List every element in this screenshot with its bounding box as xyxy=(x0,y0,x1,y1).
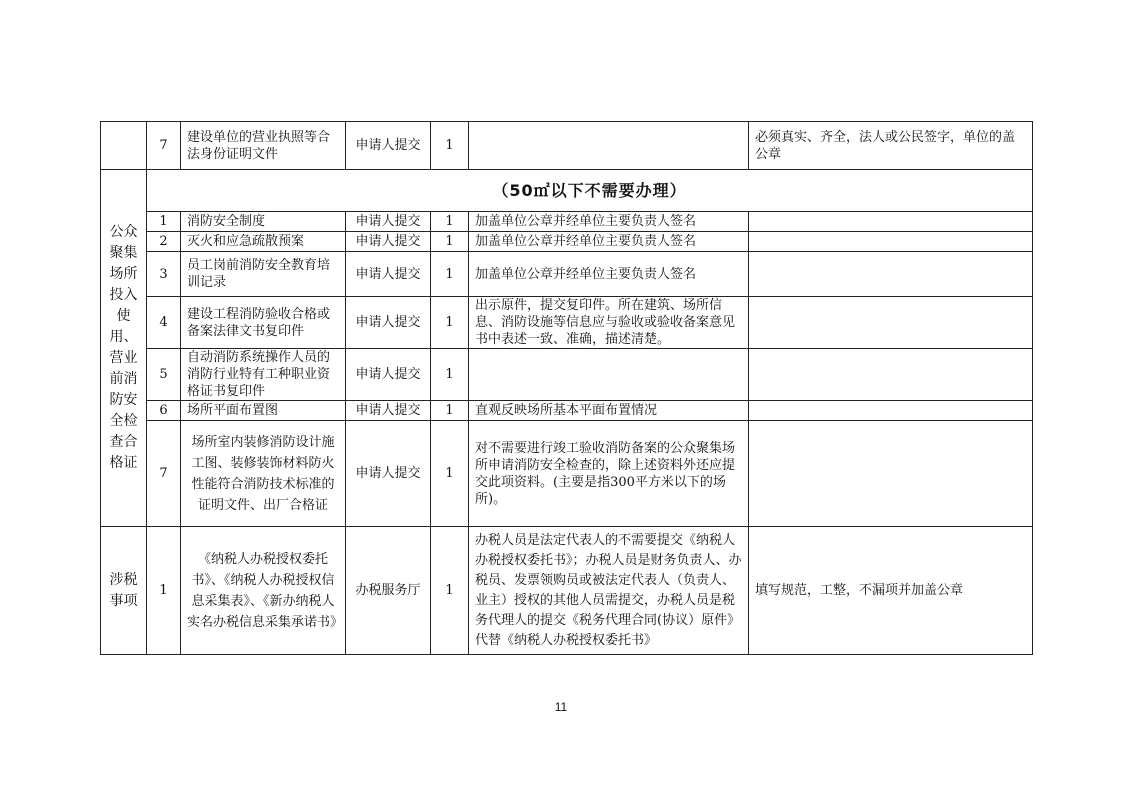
source-cell: 申请人提交 xyxy=(346,421,431,527)
source-cell: 申请人提交 xyxy=(346,349,431,401)
requirement-cell xyxy=(469,122,749,170)
row-index: 4 xyxy=(147,297,181,349)
copies-cell: 1 xyxy=(431,252,469,297)
row-index: 1 xyxy=(147,527,181,655)
table-row xyxy=(101,527,1033,655)
requirement-cell: 直观反映场所基本平面布置情况 xyxy=(469,401,749,421)
section-banner: （50㎡以下不需要办理） xyxy=(147,170,1033,212)
copies-cell: 1 xyxy=(431,421,469,527)
requirement-cell: 加盖单位公章并经单位主要负责人签名 xyxy=(469,212,749,232)
remark-cell xyxy=(749,421,1033,527)
copies-cell: 1 xyxy=(431,232,469,252)
material-cell: 员工岗前消防安全教育培训记录 xyxy=(181,252,346,297)
remark-cell xyxy=(749,232,1033,252)
source-cell: 申请人提交 xyxy=(346,232,431,252)
category-label: 公众聚集场所投入使用、营业前消防安全检查合格证 xyxy=(109,224,138,471)
requirement-cell: 加盖单位公章并经单位主要负责人签名 xyxy=(469,232,749,252)
category-cell-public xyxy=(101,170,147,527)
row-index: 5 xyxy=(147,349,181,401)
requirement-cell: 出示原件，提交复印件。所在建筑、场所信息、消防设施等信息应与验收或验收备案意见书中表述一致、准确，描述清楚。 xyxy=(469,297,749,349)
source-cell: 申请人提交 xyxy=(346,122,431,170)
remark-cell xyxy=(749,401,1033,421)
table-row xyxy=(101,349,1033,401)
source-cell: 申请人提交 xyxy=(346,401,431,421)
remark-cell xyxy=(749,349,1033,401)
material-cell: 建设工程消防验收合格或备案法律文书复印件 xyxy=(181,297,346,349)
row-index: 6 xyxy=(147,401,181,421)
material-cell: 灭火和应急疏散预案 xyxy=(181,232,346,252)
copies-cell: 1 xyxy=(431,212,469,232)
requirement-cell: 对不需要进行竣工验收消防备案的公众聚集场所申请消防安全检查的，除上述资料外还应提交此项资料。(主要是指300平方米以下的场所)。 xyxy=(469,421,749,527)
row-index: 1 xyxy=(147,212,181,232)
material-cell: 消防安全制度 xyxy=(181,212,346,232)
remark-cell xyxy=(749,212,1033,232)
category-cell-empty xyxy=(101,122,147,170)
source-cell: 申请人提交 xyxy=(346,297,431,349)
copies-cell: 1 xyxy=(431,527,469,655)
material-cell: 《纳税人办税授权委托书》、《纳税人办税授权信息采集表》、《新办纳税人实名办税信息采集承诺书》 xyxy=(181,527,346,655)
table-row xyxy=(101,122,1033,170)
category-cell-tax xyxy=(101,527,147,655)
requirements-table xyxy=(100,121,1033,655)
source-cell: 申请人提交 xyxy=(346,212,431,232)
copies-cell: 1 xyxy=(431,122,469,170)
row-index: 7 xyxy=(147,421,181,527)
source-cell: 办税服务厅 xyxy=(346,527,431,655)
table-row xyxy=(101,421,1033,527)
remark-cell xyxy=(749,297,1033,349)
material-cell: 场所室内装修消防设计施工图、装修装饰材料防火性能符合消防技术标准的证明文件、出厂合格证 xyxy=(181,421,346,527)
table-row xyxy=(101,297,1033,349)
row-index: 7 xyxy=(147,122,181,170)
category-label: 涉税事项 xyxy=(109,571,138,609)
material-cell: 场所平面布置图 xyxy=(181,401,346,421)
requirement-cell: 办税人员是法定代表人的不需要提交《纳税人办税授权委托书》；办税人员是财务负责人、办税员、发票领购员或被法定代表人（负责人、业主）授权的其他人员需提交，办税人员是税务代理人的提交《税务代理合同(协议）原件》代替《纳税人办税授权委托书》 xyxy=(469,527,749,655)
row-index: 3 xyxy=(147,252,181,297)
table-row xyxy=(101,232,1033,252)
material-cell: 自动消防系统操作人员的消防行业特有工种职业资格证书复印件 xyxy=(181,349,346,401)
row-index: 2 xyxy=(147,232,181,252)
requirement-cell: 加盖单位公章并经单位主要负责人签名 xyxy=(469,252,749,297)
remark-cell: 必须真实、齐全，法人或公民签字，单位的盖公章 xyxy=(749,122,1033,170)
remark-cell: 填写规范，工整，不漏项并加盖公章 xyxy=(749,527,1033,655)
table-row xyxy=(101,401,1033,421)
source-cell: 申请人提交 xyxy=(346,252,431,297)
material-cell: 建设单位的营业执照等合法身份证明文件 xyxy=(181,122,346,170)
page-number: 11 xyxy=(554,700,568,714)
section-banner-row xyxy=(101,170,1033,212)
copies-cell: 1 xyxy=(431,349,469,401)
requirement-cell xyxy=(469,349,749,401)
remark-cell xyxy=(749,252,1033,297)
table-row xyxy=(101,252,1033,297)
table-row xyxy=(101,212,1033,232)
copies-cell: 1 xyxy=(431,401,469,421)
copies-cell: 1 xyxy=(431,297,469,349)
